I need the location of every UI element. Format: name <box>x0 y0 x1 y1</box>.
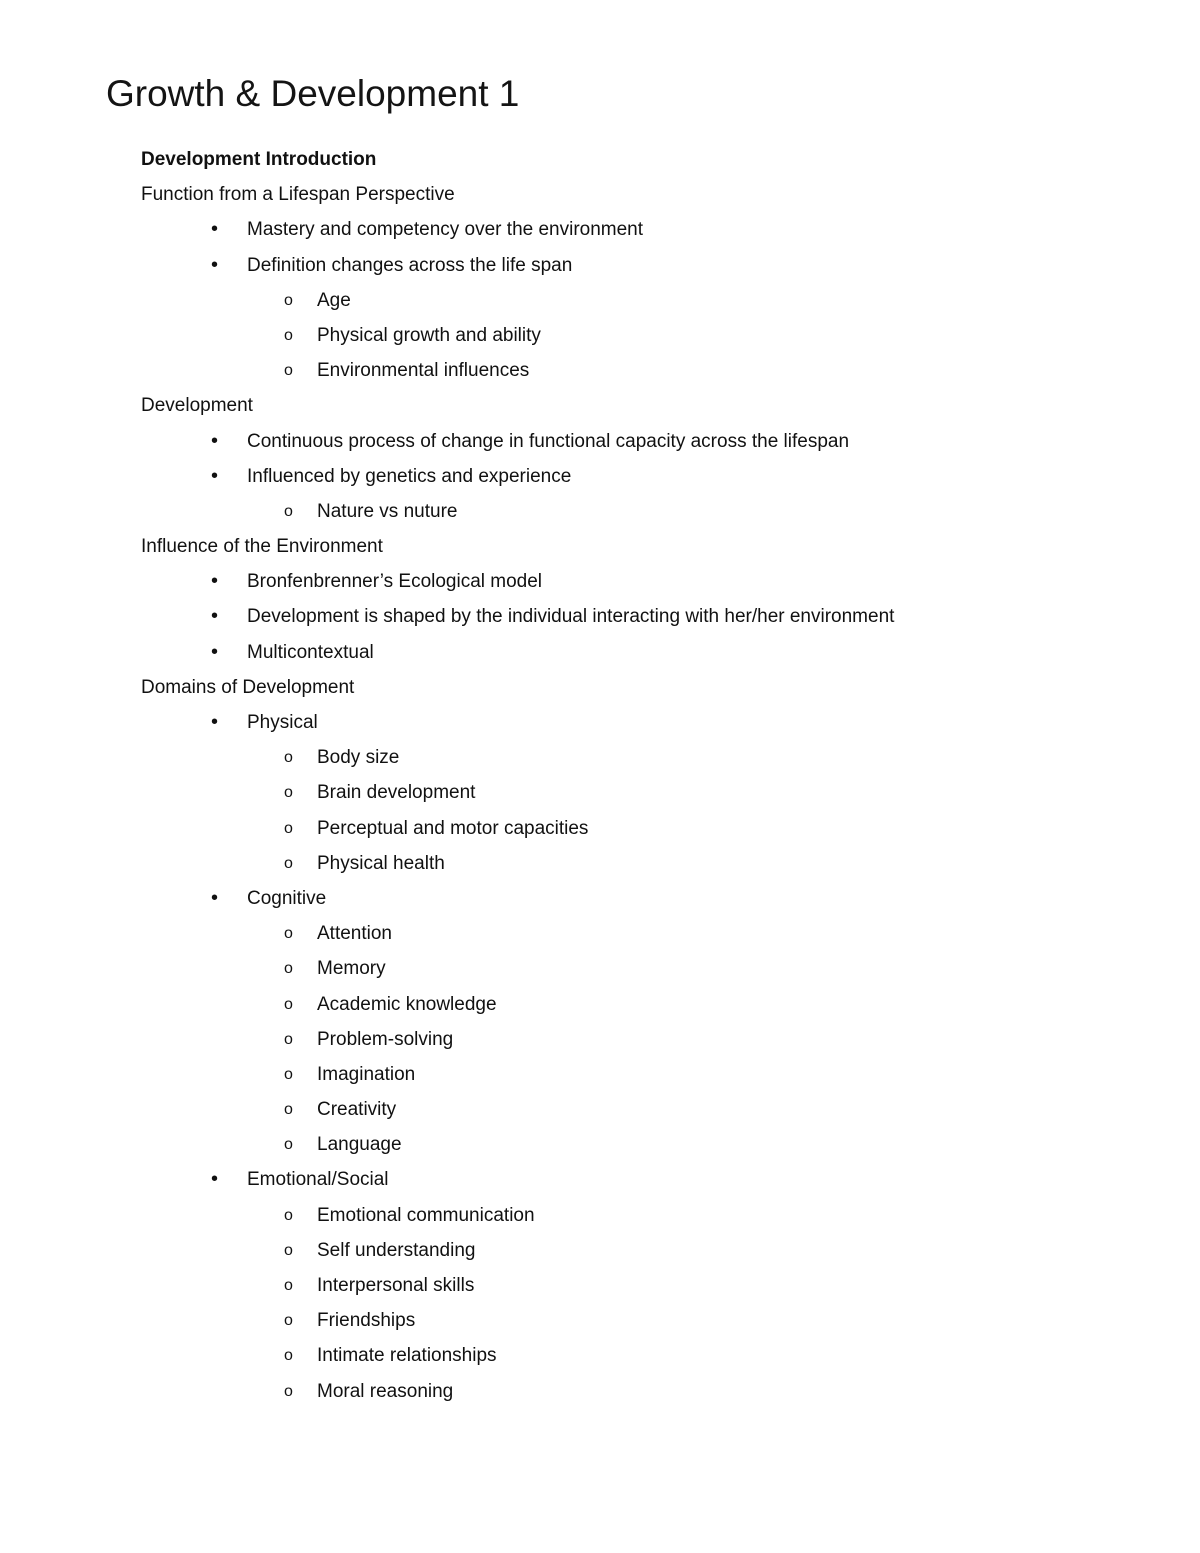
line-text: Self understanding <box>317 1239 476 1261</box>
sub-bullet-icon: o <box>284 326 293 344</box>
section-subheading <box>0 142 1200 177</box>
sub-bullet-item <box>0 353 1200 388</box>
section-heading <box>0 177 1200 212</box>
bullet-icon: • <box>211 605 219 628</box>
line-text: Mastery and competency over the environment <box>247 219 644 241</box>
sub-bullet-item <box>0 283 1200 318</box>
sub-bullet-icon: o <box>284 1136 293 1154</box>
line-text: Creativity <box>317 1099 397 1121</box>
bullet-item <box>0 564 1200 599</box>
line-text: Perceptual and motor capacities <box>317 817 589 839</box>
bullet-icon: • <box>211 640 219 663</box>
sub-bullet-item <box>0 1374 1200 1409</box>
bullet-icon: • <box>211 570 219 593</box>
bullet-item <box>0 459 1200 494</box>
sub-bullet-icon: o <box>284 1241 293 1259</box>
line-text: Interpersonal skills <box>317 1275 475 1296</box>
bullet-icon: • <box>211 218 219 241</box>
sub-bullet-icon: o <box>284 1030 293 1048</box>
sub-bullet-item <box>0 318 1200 353</box>
sub-bullet-item <box>0 1198 1200 1233</box>
sub-bullet-item <box>0 1268 1200 1303</box>
sub-bullet-icon: o <box>284 1312 293 1330</box>
line-text: Intimate relationships <box>317 1345 497 1367</box>
sub-bullet-icon: o <box>284 925 293 943</box>
section-heading <box>0 388 1200 423</box>
sub-bullet-item <box>0 1127 1200 1162</box>
sub-bullet-item <box>0 846 1200 881</box>
line-text: Moral reasoning <box>317 1380 454 1402</box>
line-text: Development <box>141 395 253 417</box>
line-text: Cognitive <box>247 887 327 909</box>
sub-bullet-item <box>0 987 1200 1022</box>
document-body <box>0 142 1200 1409</box>
line-text: Attention <box>317 923 392 945</box>
line-text: Emotional communication <box>317 1204 535 1226</box>
bullet-icon: • <box>211 711 219 733</box>
sub-bullet-icon: o <box>284 960 293 978</box>
sub-bullet-icon: o <box>284 995 293 1013</box>
bullet-item <box>0 424 1200 459</box>
sub-bullet-icon: o <box>284 749 293 767</box>
bullet-item <box>0 881 1200 916</box>
sub-bullet-icon: o <box>284 1101 293 1119</box>
line-text: Domains of Development <box>141 676 355 698</box>
bullet-icon: • <box>211 886 219 909</box>
sub-bullet-item <box>0 1233 1200 1268</box>
sub-bullet-item <box>0 1338 1200 1373</box>
line-text: Definition changes across the life span <box>247 254 573 276</box>
bullet-icon: • <box>211 464 219 487</box>
bullet-item <box>0 705 1200 740</box>
bullet-item <box>0 248 1200 283</box>
line-text: Development is shaped by the individual interacting with her/her environment <box>247 606 895 628</box>
line-text: Age <box>317 289 351 311</box>
sub-bullet-icon: o <box>284 1382 293 1400</box>
sub-bullet-item <box>0 811 1200 846</box>
line-text: Bronfenbrenner’s Ecological model <box>247 571 543 593</box>
sub-bullet-icon: o <box>284 784 293 802</box>
sub-bullet-item <box>0 1057 1200 1092</box>
bullet-icon: • <box>211 253 219 276</box>
line-text: Body size <box>317 747 400 769</box>
sub-bullet-item <box>0 494 1200 529</box>
line-text: Physical <box>247 712 318 733</box>
bullet-item <box>0 1162 1200 1197</box>
line-text: Development Introduction <box>141 149 377 170</box>
sub-bullet-item <box>0 916 1200 951</box>
line-text: Academic knowledge <box>317 993 497 1015</box>
sub-bullet-icon: o <box>284 1277 293 1294</box>
line-text: Physical growth and ability <box>317 324 541 346</box>
sub-bullet-item <box>0 1092 1200 1127</box>
section-heading <box>0 670 1200 705</box>
document-title: Growth & Development 1 <box>106 73 520 114</box>
sub-bullet-item <box>0 740 1200 775</box>
line-text: Environmental influences <box>317 360 530 382</box>
sub-bullet-item <box>0 1022 1200 1057</box>
line-text: Problem-solving <box>317 1028 454 1050</box>
bullet-icon: • <box>211 1168 219 1191</box>
line-text: Nature vs nuture <box>317 500 458 522</box>
line-text: Memory <box>317 958 386 980</box>
sub-bullet-icon: o <box>284 291 293 309</box>
line-text: Language <box>317 1134 402 1156</box>
line-text: Emotional/Social <box>247 1169 389 1191</box>
line-text: Influenced by genetics and experience <box>247 465 572 487</box>
sub-bullet-item <box>0 775 1200 810</box>
section-heading <box>0 529 1200 564</box>
sub-bullet-icon: o <box>284 1347 293 1365</box>
bullet-icon: • <box>211 429 219 452</box>
sub-bullet-icon: o <box>284 502 293 520</box>
line-text: Influence of the Environment <box>141 536 383 558</box>
sub-bullet-icon: o <box>284 1206 293 1224</box>
sub-bullet-item <box>0 1303 1200 1338</box>
bullet-item <box>0 212 1200 247</box>
sub-bullet-icon: o <box>284 819 293 837</box>
sub-bullet-icon: o <box>284 362 293 380</box>
bullet-item <box>0 635 1200 670</box>
sub-bullet-icon: o <box>284 854 293 872</box>
line-text: Imagination <box>317 1063 416 1085</box>
line-text: Brain development <box>317 782 476 804</box>
sub-bullet-item <box>0 951 1200 986</box>
line-text: Physical health <box>317 852 445 874</box>
sub-bullet-icon: o <box>284 1065 293 1083</box>
line-text: Multicontextual <box>247 641 374 663</box>
line-text: Friendships <box>317 1310 416 1332</box>
line-text: Continuous process of change in functional capacity across the lifespan <box>247 430 850 452</box>
line-text: Function from a Lifespan Perspective <box>141 184 455 206</box>
bullet-item <box>0 599 1200 634</box>
